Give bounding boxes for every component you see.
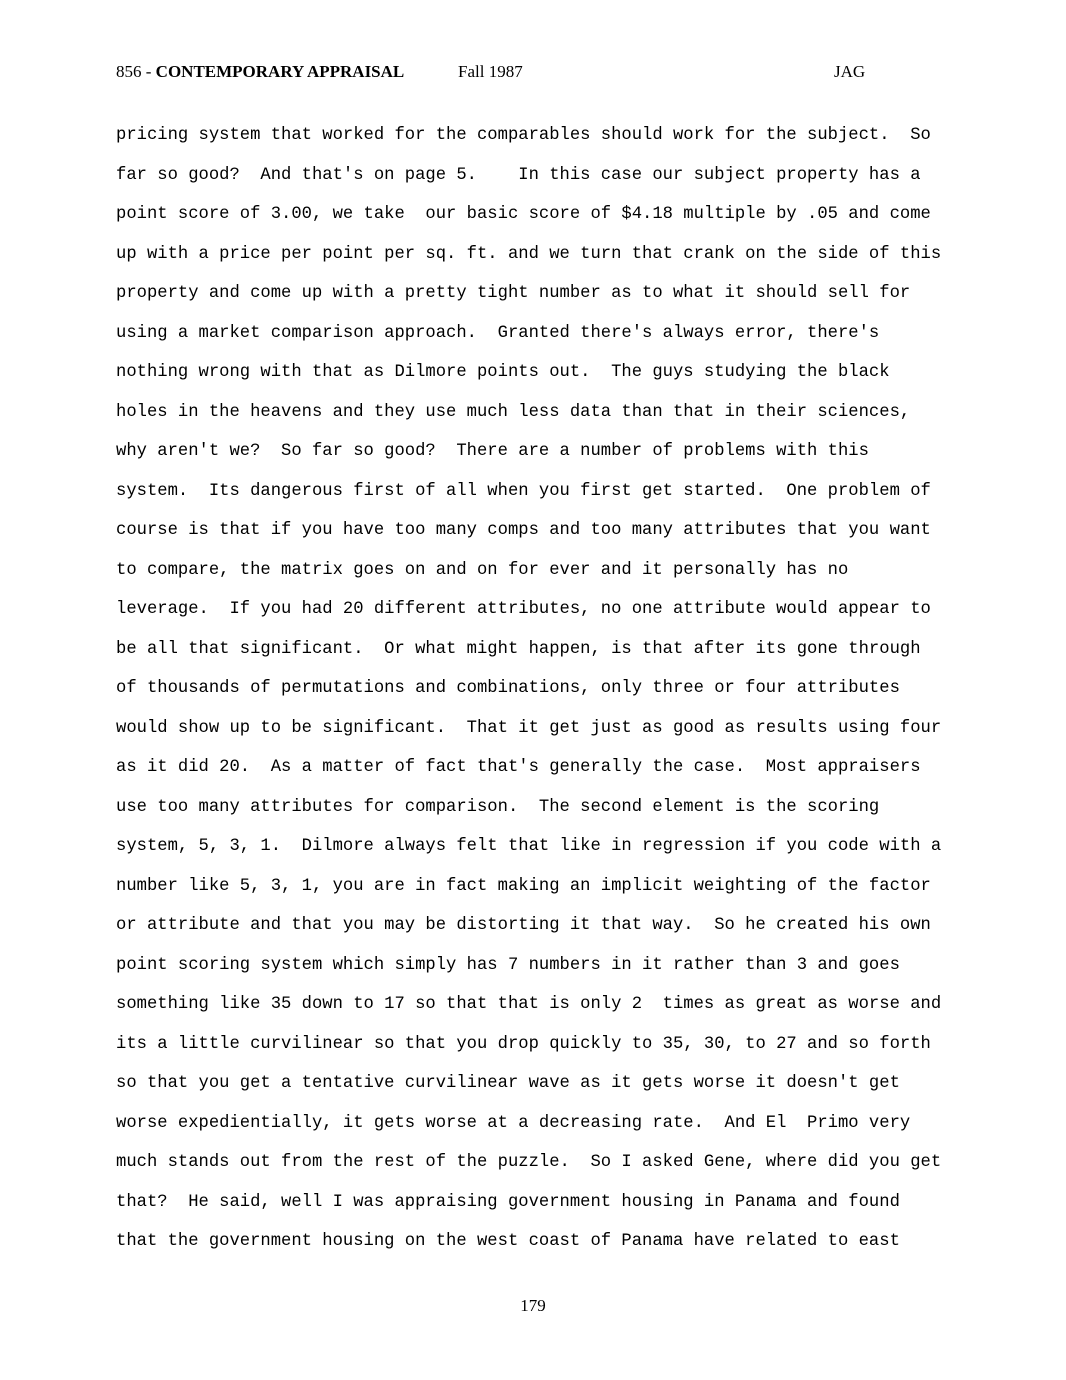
text-line: so that you get a tentative curvilinear wave as it gets worse it doesn't get	[116, 1074, 900, 1093]
text-line: be all that significant. Or what might happen, is that after its gone through	[116, 639, 921, 659]
text-line: to compare, the matrix goes on and on for ever and it personally has no	[116, 560, 849, 580]
text-line: system, 5, 3, 1. Dilmore always felt that like in regression if you code with a	[116, 837, 942, 856]
text-line: course is that if you have too many comps and too many attributes that you want	[116, 521, 931, 540]
text-line: far so good? And that's on page 5. In this case our subject property has a	[116, 165, 921, 185]
text-line: system. Its dangerous first of all when you first get started. One problem of	[116, 481, 931, 501]
text-line: property and come up with a pretty tight number as to what it should sell for	[116, 284, 911, 303]
text-line: up with a price per point per sq. ft. and we turn that crank on the side of this	[116, 244, 942, 264]
text-line: use too many attributes for comparison. The second element is the scoring	[116, 797, 880, 817]
term-label: Fall 1987	[458, 62, 523, 81]
text-line: that the government housing on the west coast of Panama have related to east	[116, 1232, 900, 1251]
text-line: would show up to be significant. That it get just as good as results using four	[116, 718, 942, 738]
course-number: 856 -	[116, 62, 152, 81]
text-line: point score of 3.00, we take our basic score of $4.18 multiple by .05 and come	[116, 205, 931, 224]
page-header	[0, 62, 1066, 86]
text-line: pricing system that worked for the comparables should work for the subject. So	[116, 126, 931, 145]
page-number: 179	[520, 1296, 546, 1315]
text-line: much stands out from the rest of the puzzle. So I asked Gene, where did you get	[116, 1153, 942, 1172]
text-line: its a little curvilinear so that you drop quickly to 35, 30, to 27 and so forth	[116, 1034, 931, 1054]
course-title: CONTEMPORARY APPRAISAL	[155, 62, 405, 81]
text-line: why aren't we? So far so good? There are a number of problems with this	[116, 442, 869, 461]
text-line: of thousands of permutations and combinations, only three or four attributes	[116, 679, 900, 698]
text-line: as it did 20. As a matter of fact that's generally the case. Most appraisers	[116, 758, 921, 777]
course-heading	[116, 62, 404, 82]
text-line: holes in the heavens and they use much less data than that in their sciences,	[116, 402, 911, 422]
text-line: something like 35 down to 17 so that that is only 2 times as great as worse and	[116, 995, 942, 1014]
text-line: or attribute and that you may be distorting it that way. So he created his own	[116, 916, 931, 935]
author-initials: JAG	[834, 62, 866, 81]
text-line: using a market comparison approach. Granted there's always error, there's	[116, 323, 880, 343]
text-line: nothing wrong with that as Dilmore points out. The guys studying the black	[116, 363, 890, 382]
transcript-body	[116, 116, 1016, 1262]
text-line: leverage. If you had 20 different attributes, no one attribute would appear to	[116, 600, 931, 619]
text-line: worse expedientially, it gets worse at a decreasing rate. And El Primo very	[116, 1113, 911, 1133]
text-line: number like 5, 3, 1, you are in fact making an implicit weighting of the factor	[116, 876, 931, 896]
text-line: that? He said, well I was appraising government housing in Panama and found	[116, 1192, 900, 1212]
text-line: point scoring system which simply has 7 numbers in it rather than 3 and goes	[116, 955, 900, 975]
